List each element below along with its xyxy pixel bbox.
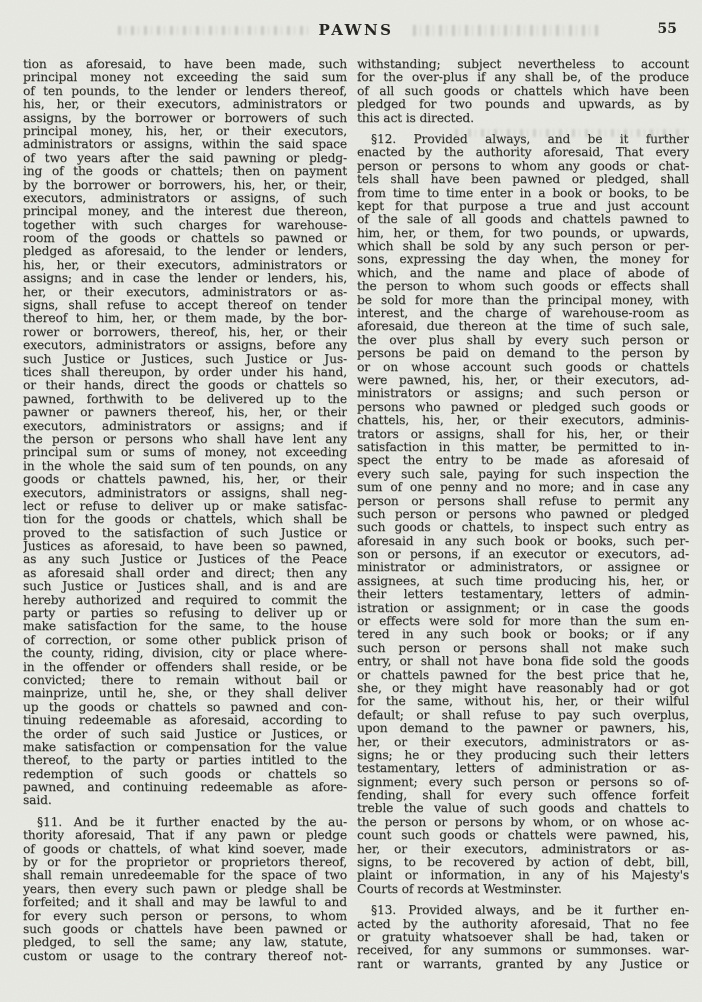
text-line: tels shall have been pawned or pledged, shall: [357, 173, 689, 187]
text-line: person or persons shall refuse to permit any: [357, 494, 689, 508]
paragraph: [23, 58, 347, 808]
text-line: thority aforesaid, That if any pawn or pledge: [23, 829, 347, 843]
text-line: proved to the satisfaction of such Justice or: [23, 526, 347, 540]
text-line: lect or refuse to deliver up or make satisfac-: [23, 499, 347, 513]
text-line: person or persons to whom any goods or chat-: [357, 159, 689, 173]
text-line: pawned, and continuing redeemable as afore-: [23, 781, 347, 795]
text-line: hereby authorized and required to commit the: [23, 593, 347, 607]
text-line: his, her, or their executors, administrators or: [23, 98, 347, 112]
text-line: their letters testamentary, letters of admin-: [357, 588, 689, 602]
text-line: plaint or information, in any of his Majesty's: [357, 869, 689, 883]
text-line: or chattels pawned for the best price that he,: [357, 668, 689, 682]
text-line: trators or assigns, shall for his, her, or their: [357, 427, 689, 441]
text-line: the county, riding, division, city or place where-: [23, 647, 347, 661]
paragraph: [23, 816, 347, 963]
text-line: administrators or assigns, within the said space: [23, 138, 347, 152]
text-line: this act is directed.: [357, 111, 474, 125]
text-line: rant or warrants, granted by any Justice or: [357, 957, 689, 971]
text-line: persons who pawned or pledged such goods or: [357, 400, 689, 414]
text-line: principal money not exceeding the said sum: [23, 71, 347, 85]
text-line: ing of the goods or chattels; then on payment: [23, 165, 347, 179]
text-line: said.: [23, 794, 52, 808]
text-line: son or persons, if an executor or executors, ad-: [357, 548, 689, 562]
text-line: in the offender or offenders shall reside, or be: [23, 660, 347, 674]
text-line: such person or persons who pawned or pledged: [357, 507, 689, 521]
text-line: or on whose account such goods or chattels: [357, 360, 689, 374]
text-line: which, and the name and place of abode of: [357, 266, 689, 280]
text-line: such Justice or Justices, such Justice or Jus-: [23, 352, 347, 366]
text-line: default; or shall refuse to pay such overplus,: [357, 708, 689, 722]
text-line: sons, expressing the day when, the money for: [357, 253, 689, 267]
text-line: testamentary, letters of administration or as-: [357, 762, 689, 776]
text-line: thereof to him, her, or them made, by the bor-: [23, 312, 347, 326]
text-line: the over plus shall by every such person or: [357, 333, 689, 347]
text-line: redemption of such goods or chattels so: [23, 767, 347, 781]
text-line: executors, administrators or assigns, before any: [23, 339, 347, 353]
page-header-title: PAWNS: [318, 21, 394, 39]
text-line: chattels, his, her, or their executors, adminis-: [357, 414, 689, 428]
text-line: by or for the proprietor or proprietors thereof,: [23, 856, 347, 870]
text-line: as any such Justice or Justices of the Peace: [23, 553, 347, 567]
text-line: for every such person or persons, to whom: [23, 909, 347, 923]
text-line: thereof, to the party or parties intitled to the: [23, 754, 347, 768]
text-line: interest, and the charge of warehouse-room as: [357, 307, 689, 321]
text-line: spect the entry to be made as aforesaid of: [357, 454, 689, 468]
text-line: of ten pounds, to the lender or lenders thereof,: [23, 84, 347, 98]
column-right: [357, 58, 689, 971]
text-line: goods or chattels pawned, his, her, or their: [23, 473, 347, 487]
text-line: upon demand to the pawner or pawners, his,: [357, 722, 689, 736]
text-line: forfeited; and it shall and may be lawful to and: [23, 896, 347, 910]
text-line: entry, or shall not have bona fide sold the goods: [357, 655, 689, 669]
text-line: aforesaid, due thereon at the time of such sale,: [357, 320, 689, 334]
text-line: room of the goods or chattels so pawned or: [23, 232, 347, 246]
text-line: for the over-plus if any shall be, of the produce: [357, 71, 689, 85]
text-line: every such sale, paying for such inspection the: [357, 467, 689, 481]
text-line: of two years after the said pawning or pledg-: [23, 151, 347, 165]
text-line: rower or borrowers, thereof, his, her, or their: [23, 325, 347, 339]
text-line: the person or persons who shall have lent any: [23, 432, 347, 446]
text-line: executors, administrators or assigns; and if: [23, 419, 347, 433]
text-line: of goods or chattels, of what kind soever, made: [23, 842, 347, 856]
page-number: 55: [657, 21, 677, 37]
text-line: sum of one penny and no more; and in case any: [357, 481, 689, 495]
text-line: pawned, forthwith to be delivered up to the: [23, 392, 347, 406]
text-line: from time to time enter in a book or books, to be: [357, 186, 689, 200]
text-line: signment; every such person or persons so of-: [357, 775, 689, 789]
text-line: pledged, to sell the same; any law, statute,: [23, 936, 347, 950]
text-line: by the borrower or borrowers, his, her, or their,: [23, 178, 347, 192]
text-line: assigns, by the borrower or borrowers of such: [23, 111, 347, 125]
text-line: the person to whom such goods or effects shall: [357, 280, 689, 294]
text-line: Justices as aforesaid, to have been so pawned,: [23, 540, 347, 554]
text-line: convicted; there to remain without bail or: [23, 673, 347, 687]
text-line: aforesaid in any such book or books, such per-: [357, 534, 689, 548]
text-line: §12. Provided always, and be it further: [371, 132, 689, 146]
text-line: tered in any such book or books; or if any: [357, 628, 689, 642]
text-line: as aforesaid shall order and direct; then any: [23, 566, 347, 580]
text-line: together with such charges for warehouse-: [23, 218, 347, 232]
text-line: received, for any summons or summonses. war-: [357, 944, 689, 958]
text-line: persons be paid on demand to the person by: [357, 347, 689, 361]
text-line: ministrators or assigns; and such person or: [357, 387, 689, 401]
text-line: signs; he or they producing such their letters: [357, 748, 689, 762]
text-line: the order of such said Justice or Justices, or: [23, 727, 347, 741]
text-line: or effects were sold for more than the sum en-: [357, 615, 689, 629]
text-line: withstanding; subject nevertheless to account: [357, 58, 689, 71]
text-line: of the sale of all goods and chattels pawned to: [357, 213, 689, 227]
text-line: of all such goods or chattels which have been: [357, 84, 689, 98]
text-columns: [23, 58, 689, 971]
text-line: the person or persons by whom, or on whose ac-: [357, 815, 689, 829]
text-line: tion as aforesaid, to have been made, such: [23, 58, 347, 71]
paragraph: [357, 133, 689, 896]
text-line: count such goods or chattels were pawned, his,: [357, 829, 689, 843]
text-line: satisfaction in this matter, be permitted to in-: [357, 440, 689, 454]
text-line: signs, shall refuse to accept thereof on tender: [23, 299, 347, 313]
text-line: Courts of records at Westminster.: [357, 882, 562, 896]
text-line: him, her, or them, for two pounds, or upwards,: [357, 226, 689, 240]
text-line: ministrator or administrators, or assignee or: [357, 561, 689, 575]
text-line: fending, shall for every such offence forfeit: [357, 789, 689, 803]
text-line: in the whole the said sum of ten pounds, on any: [23, 459, 347, 473]
text-line: executors, administrators or assigns, of such: [23, 191, 347, 205]
text-line: her, or their executors, administrators or as-: [357, 842, 689, 856]
text-line: principal sum or sums of money, not exceeding: [23, 446, 347, 460]
text-line: assigns; and in case the lender or lenders, his,: [23, 272, 347, 286]
text-line: her, or their executors, administrators or as-: [23, 285, 347, 299]
text-line: such goods or chattels have been pawned or: [23, 923, 347, 936]
text-line: §13. Provided always, and be it further en-: [371, 904, 689, 918]
text-line: she, or they might have reasonably had or got: [357, 681, 689, 695]
text-line: mainprize, until he, she, or they shall deliver: [23, 687, 347, 701]
text-line: §11. And be it further enacted by the au-: [37, 815, 347, 829]
text-line: make satisfaction or compensation for the value: [23, 740, 347, 754]
text-line: pledged for two pounds and upwards, as by: [357, 98, 689, 112]
text-line: tinuing redeemable as aforesaid, according to: [23, 714, 347, 728]
text-line: up the goods or chattels so pawned and con-: [23, 700, 347, 714]
text-line: her, or their executors, administrators or as-: [357, 735, 689, 749]
text-line: pawner or pawners thereof, his, her, or their: [23, 406, 347, 420]
text-line: signs, to be recovered by action of debt, bill,: [357, 856, 689, 870]
text-line: years, then every such pawn or pledge shall be: [23, 882, 347, 896]
text-line: kept for that purpose a true and just account: [357, 199, 689, 213]
text-line: executors, administrators or assigns, shall neg-: [23, 486, 347, 500]
page-header: [23, 18, 689, 58]
text-line: for the same, without his, her, or their wilful: [357, 695, 689, 709]
text-line: custom or usage to the contrary thereof not-: [23, 949, 347, 963]
text-line: or their hands, direct the goods or chattels so: [23, 379, 347, 393]
text-line: principal money, and the interest due thereon,: [23, 205, 347, 219]
text-line: acted by the authority aforesaid, That no fee: [357, 917, 689, 931]
column-left: [23, 58, 347, 963]
text-line: such person or persons shall not make such: [357, 641, 689, 655]
text-line: treble the value of such goods and chattels to: [357, 802, 689, 816]
text-line: of correction, or some other publick prison of: [23, 633, 347, 647]
text-line: be sold for more than the principal money, with: [357, 293, 689, 307]
text-line: or gratuity whatsoever shall be had, taken or: [357, 931, 689, 944]
text-line: enacted by the authority aforesaid, That every: [357, 146, 689, 160]
text-line: istration or assignment; or in case the goods: [357, 601, 689, 615]
text-line: were pawned, his, her, or their executors, ad-: [357, 373, 689, 387]
text-line: which shall be sold by any such person or per-: [357, 240, 689, 254]
text-line: party or parties so refusing to deliver up or: [23, 607, 347, 621]
text-line: make satisfaction for the same, to the house: [23, 620, 347, 634]
text-line: such goods or chattels, to inspect such entry as: [357, 521, 689, 535]
text-line: his, her, or their executors, administrators or: [23, 258, 347, 272]
text-line: pledged as aforesaid, to the lender or lenders,: [23, 245, 347, 259]
text-line: shall remain unredeemable for the space of two: [23, 869, 347, 883]
text-line: principal money, his, her, or their executors,: [23, 124, 347, 138]
text-line: assignees, at such time producing his, her, or: [357, 574, 689, 588]
text-line: tices shall thereupon, by order under his hand,: [23, 365, 347, 379]
text-line: such Justice or Justices shall, and is and are: [23, 580, 347, 594]
text-line: tion for the goods or chattels, which shall be: [23, 513, 347, 527]
paragraph: [357, 904, 689, 971]
paragraph: [357, 58, 689, 125]
